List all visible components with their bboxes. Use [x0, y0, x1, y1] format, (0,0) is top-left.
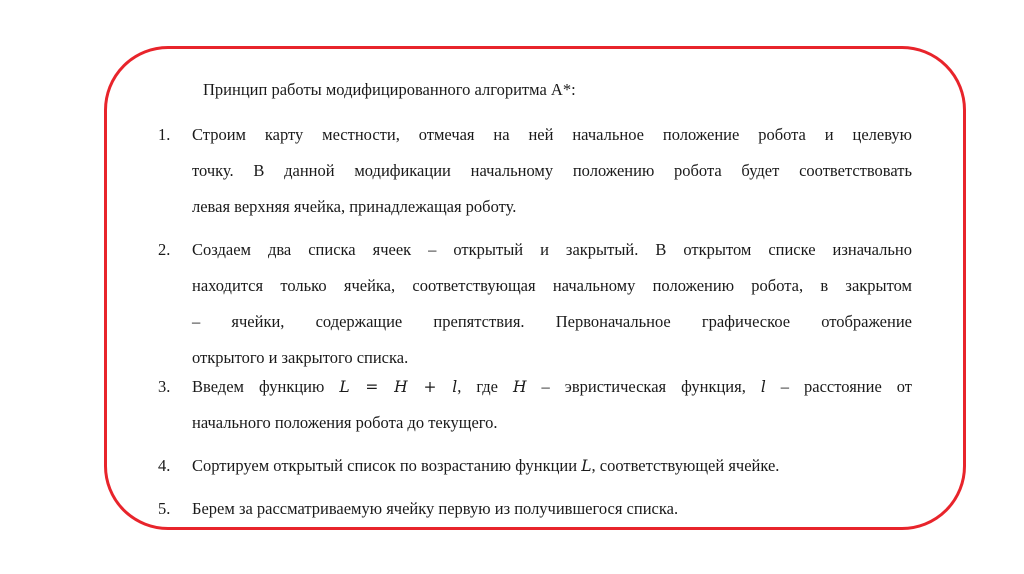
item-number: 4.: [158, 456, 171, 475]
item-number: 2.: [158, 240, 171, 259]
list-item-1: [158, 117, 912, 225]
text-fragment: – эвристическая функция,: [526, 377, 761, 396]
text-fragment: Сортируем открытый список по возрастанию функции: [192, 456, 582, 475]
item-text: [192, 369, 912, 441]
variable-l: l: [760, 378, 766, 396]
item-line: – ячейки, содержащие препятствия. Первоначальное графическое отображение: [192, 312, 912, 331]
text-fragment: , соответствующей ячейке.: [591, 456, 780, 475]
slide-heading: Принцип работы модифицированного алгоритма А*:: [203, 80, 576, 99]
list-item-2: [158, 232, 912, 376]
list-item-4: [158, 448, 912, 484]
variable-l: L: [581, 457, 592, 475]
item-text: [192, 491, 912, 527]
item-line: находится только ячейка, соответствующая начальному положению робота, в закрытом: [192, 276, 912, 295]
item-line: [192, 448, 912, 484]
list-item-5: [158, 491, 912, 527]
item-line: левая верхняя ячейка, принадлежащая роботу.: [192, 197, 517, 216]
item-line: [192, 369, 912, 405]
item-line: Берем за рассматриваемую ячейку первую из получившегося списка.: [192, 499, 679, 518]
text-fragment: Введем функцию: [192, 377, 340, 396]
item-line: Строим карту местности, отмечая на ней начальное положение робота и целевую: [192, 125, 912, 144]
text-fragment: – расстояние от: [765, 377, 912, 396]
formula: L = H + l: [339, 378, 458, 396]
item-line: точку. В данной модификации начальному положению робота будет соответствовать: [192, 161, 912, 180]
item-text: [192, 448, 912, 484]
item-number: 3.: [158, 377, 171, 396]
text-fragment: , где: [457, 377, 513, 396]
item-line: начального положения робота до текущего.: [192, 413, 498, 432]
item-text: [192, 117, 912, 225]
item-text: [192, 232, 912, 376]
list-item-3: [158, 369, 912, 441]
item-number: 1.: [158, 125, 171, 144]
item-number: 5.: [158, 499, 171, 518]
item-line: Создаем два списка ячеек – открытый и закрытый. В открытом списке изначально: [192, 240, 912, 259]
variable-h: H: [513, 378, 527, 396]
item-line: открытого и закрытого списка.: [192, 348, 409, 367]
